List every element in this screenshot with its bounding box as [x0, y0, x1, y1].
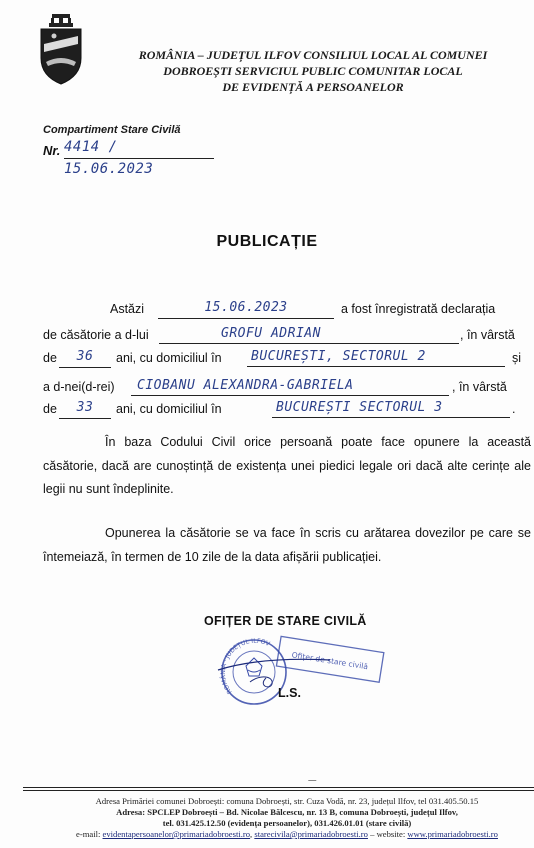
groom-address: BUCUREȘTI, SECTORUL 2 [247, 347, 505, 367]
footer-address-line: Adresa Primăriei comunei Dobroești: comuna Dobroești, str. Cuza Vodă, nr. 23, județul Ilfov, tel 031.405.50.15 [95, 796, 479, 806]
coat-of-arms-icon [38, 14, 84, 86]
email-label: e-mail: [76, 829, 101, 839]
website-link[interactable]: www.primariadobroesti.ro [407, 829, 498, 839]
groom-age-label: , în vârstă [460, 328, 515, 342]
bride-label: a d-nei(d-rei) [43, 380, 115, 394]
website-label: website: [376, 829, 406, 839]
bride-address-label: ani, cu domiciliul în [116, 402, 222, 416]
bride-address: BUCUREȘTI SECTORUL 3 [272, 398, 510, 418]
groom-address-label: ani, cu domiciliul în [116, 351, 222, 365]
procedure-text: Opunerea la căsătorie se va face în scris cu arătarea dovezilor pe care se întemeiază, în termen de 10 zile de la data afișării publicației. [43, 526, 531, 564]
bride-age-prefix: de [43, 402, 57, 416]
footer-divider [23, 787, 534, 788]
email-link-evidenta[interactable]: evidentapersoanelor@primariadobroesti.ro [102, 829, 251, 839]
procedure-paragraph [43, 522, 531, 569]
opposition-paragraph [43, 431, 531, 502]
header-line: ROMÂNIA – JUDEȚUL ILFOV CONSILIUL LOCAL AL COMUNEI [138, 48, 488, 62]
registration-text: a fost înregistrată declarația [341, 302, 496, 316]
opposition-text: În baza Codului Civil orice persoană poate face opunere la această căsătorie, dacă are cunoștință de existența unei piedici legale ori dacă alte cerințe ale legii nu sunt îndeplinite. [43, 435, 531, 496]
footer-contact-line: e-mail: evidentapersoanelor@primariadobroesti.ro, starecivila@primariadobroesti.ro – website: www.primariadobroesti.ro [76, 829, 498, 839]
header-line: DE EVIDENȚĂ A PERSOANELOR [222, 80, 404, 94]
bride-age: 33 [59, 398, 111, 419]
pen-mark [308, 774, 320, 781]
page-title: PUBLICAȚIE [216, 233, 318, 250]
stamp-ring-text: ROMÂNIA · JUDEȚUL ILFOV [220, 637, 271, 696]
conjunction-text: și [512, 351, 522, 365]
registry-label: Nr. [43, 143, 61, 158]
groom-label: de căsătorie a d-lui [43, 328, 149, 342]
declaration-date: 15.06.2023 [158, 298, 334, 319]
header-line: DOBROEȘTI SERVICIUL PUBLIC COMUNITAR LOCAL [163, 64, 463, 78]
declaration-date-label: Astăzi [110, 302, 145, 316]
groom-name: GROFU ADRIAN [159, 324, 459, 344]
groom-age: 36 [59, 347, 111, 368]
bride-age-label: , în vârstă [452, 380, 507, 394]
groom-age-prefix: de [43, 351, 57, 365]
footer-spclep-line: Adresa: SPCLEP Dobroești – Bd. Nicolae Bălcescu, nr. 13 B, comuna Dobroești, județul Ilfov, [116, 807, 458, 817]
stamp-center-text: Ofițer de stare civilă [291, 650, 369, 672]
compartment-label: Compartiment Stare Civilă [43, 124, 181, 136]
bride-name: CIOBANU ALEXANDRA-GABRIELA [131, 376, 449, 396]
line-end-period: . [512, 402, 516, 416]
footer-contacts [40, 796, 534, 840]
institution-header [92, 47, 534, 95]
registry-number: 4414 / 15.06.2023 [64, 136, 214, 159]
footer-divider-thin [23, 790, 534, 791]
seal-placeholder: L.S. [278, 686, 301, 700]
officer-title: OFIȚER DE STARE CIVILĂ [204, 614, 367, 628]
footer-phone-line: tel. 031.425.12.50 (evidența persoanelor), 031.426.01.01 (stare civilă) [162, 818, 412, 828]
email-link-starecivila[interactable]: starecivila@primariadobroesti.ro [254, 829, 368, 839]
